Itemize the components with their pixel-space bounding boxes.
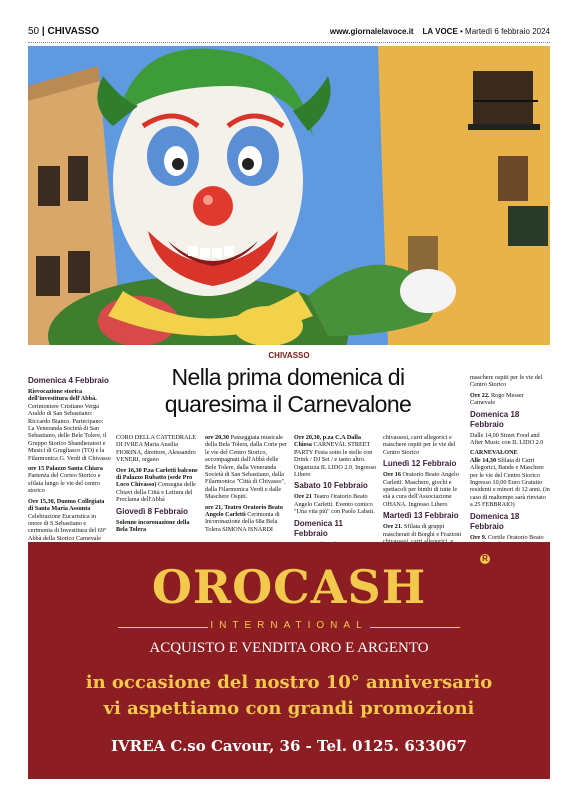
event-paragraph: Solenne incoronazione della Bela Tolera xyxy=(116,518,190,534)
ad-international: INTERNATIONAL xyxy=(210,620,368,631)
event-paragraph: Dalle 14,00 Street Food and After Music con IL LIDO 2.0 xyxy=(470,431,544,447)
registered-mark: R xyxy=(480,554,490,564)
issue-date: Martedì 6 febbraio 2024 xyxy=(465,27,550,36)
page-section-label xyxy=(28,26,99,37)
separator: | xyxy=(41,26,48,37)
event-date-heading: Domenica 18 Febbraio xyxy=(470,409,520,429)
website-link[interactable]: www.giornalelavoce.it xyxy=(329,27,414,36)
paper-name: LA VOCE xyxy=(422,27,458,36)
article-headline: Nella prima domenica di quaresima il Carnevalone xyxy=(164,364,412,417)
clown-illustration xyxy=(28,46,550,345)
article xyxy=(28,348,550,542)
event-paragraph: ore 21, Teatro Oratorio Beato Angelo Carletti Cerimonia di Incoronazione della 68a Bela Tolera SIMONA ISNARDI xyxy=(205,503,283,533)
header-info: www.giornalelavoce.it LA VOCE • Martedì 6 febbraio 2024 xyxy=(329,27,550,36)
event-paragraph: Ore 16,30 P.za Carletti balcone di Palazzo Rubatto (sede Pro Loco Chivasso) Consegna delle Chiavi della Città e Lettura del Proclama dell'Abbà xyxy=(116,466,198,504)
carnival-clown-photo xyxy=(28,46,550,345)
article-column-2 xyxy=(116,434,200,536)
event-paragraph: Rievocazione storica dell'investitura dell'Abbà. Cerimoniere Cristiano Verga Araldo di San Sebastiano: Riccardo Bianco. Partecipano: La Veneranda Società di San Sebastiano, delle Bele Tolere, il Gruppo Storico Sbandieratori e Musici di Grugliasco (TO) e la Filarmonica G. Verdi di Chivasso xyxy=(28,388,111,462)
event-date-heading: Domenica 4 Febbraio xyxy=(28,376,109,385)
article-column-5 xyxy=(383,434,463,548)
event-paragraph: chivassesi, carri allegorici e maschere ospiti per le vie del Centro Storico xyxy=(383,434,456,456)
article-column-6 xyxy=(470,374,550,559)
page-number: 50 xyxy=(28,26,40,37)
orocash-logo: OROCASH xyxy=(151,560,427,614)
event-date-heading: Domenica 11 Febbraio xyxy=(294,518,343,538)
event-paragraph: Ore 20,30, p.za C.A Dalla Chiesa CARNEVAL STREET PARTY Festa sotto le stelle con Drink / DJ Set / e tanto altro. Organizza IL LIDO 2.0. Ingresso Libero xyxy=(294,434,377,479)
event-paragraph: CARNEVALONE Alle 14,30 Sfilata di Carri Allegorici, Bande e Maschere per le vie del Centro Storico Ingresso 10,00 Euro Gratuito residenti e minori di 12 anni. (in caso di maltempo sarà rinviato a 25 FEBBRAIO) xyxy=(470,449,550,509)
orocash-advertisement[interactable] xyxy=(28,542,550,779)
article-kicker: CHIVASSO xyxy=(268,351,310,360)
event-date-heading: Martedì 13 Febbraio xyxy=(383,511,459,521)
section-name: CHIVASSO xyxy=(47,26,99,37)
event-paragraph: Ore 16 Oratorio Beato Angelo Carletti. Maschere, giochi e spettacoli per bimbi di tutte le età a cura dell'Associazione OHANA. Ingresso Libero xyxy=(383,471,459,508)
event-date-heading: Lunedì 12 Febbraio xyxy=(383,459,457,469)
page-header xyxy=(28,26,550,43)
ad-address: IVREA C.so Cavour, 36 - Tel. 0125. 633067 xyxy=(110,737,467,755)
event-paragraph: ore 15 Palazzo Santa Chiara Partenza del Corteo Storico e sfilata lungo le vie del centro storico xyxy=(28,465,103,495)
ad-promo-line-1: in occasione del nostro 10° anniversario xyxy=(85,672,493,693)
event-date-heading: Domenica 18 Febbraio xyxy=(470,511,520,531)
event-paragraph: Ore 9. Cortile Oratorio Beato xyxy=(470,533,544,541)
event-paragraph: ore 20,30 Passeggiata musicale della Bela Tolera, dalla Corte per le vie del Centro Storico, accompagnati dall'Abbà delle Bele Tolere, dalla Veneranda Società di San Sebastiano, dalla Filarmonica "Città di Chivasso", dalla Filarmonica Verdi e dalle Maschere Ospiti. xyxy=(205,434,287,501)
article-column-4 xyxy=(294,434,378,558)
ad-promo-line-2: vi aspettiamo con grandi promozioni xyxy=(103,698,475,719)
event-paragraph: Ore 21 Teatro Oratorio Beato Angelo Carletti. Evento comico "Una vita più" con Paolo Labati. xyxy=(294,493,375,516)
event-date-heading: Giovedì 8 Febbraio xyxy=(116,506,189,516)
event-paragraph: maschere ospiti per le vie del Centro Storico xyxy=(470,374,543,389)
event-date-heading: Sabato 10 Febbraio xyxy=(294,481,368,491)
ad-subtitle: ACQUISTO E VENDITA ORO E ARGENTO xyxy=(149,640,429,656)
event-paragraph: CORO DELLA CATTEDRALE DI IVREA Maria Ausilia FIORINA, direttore, Alessandro VENERI, organo xyxy=(116,434,197,464)
event-paragraph: Ore 21. Sfilata di gruppi mascherati di Borghi e Frazioni xyxy=(383,523,462,538)
article-column-1 xyxy=(28,374,111,567)
event-paragraph: Ore 22. Rogo Messer Carnevale xyxy=(470,391,524,407)
event-paragraph: Ore 15,30, Duomo Collegiata di Santa Maria Assunta Celebrazione Eucaristica in onore di S.Sebastiano e cerimonia di Investitura del 69° Abbà della Storico Carnevale xyxy=(28,497,107,542)
article-column-3 xyxy=(205,434,289,536)
